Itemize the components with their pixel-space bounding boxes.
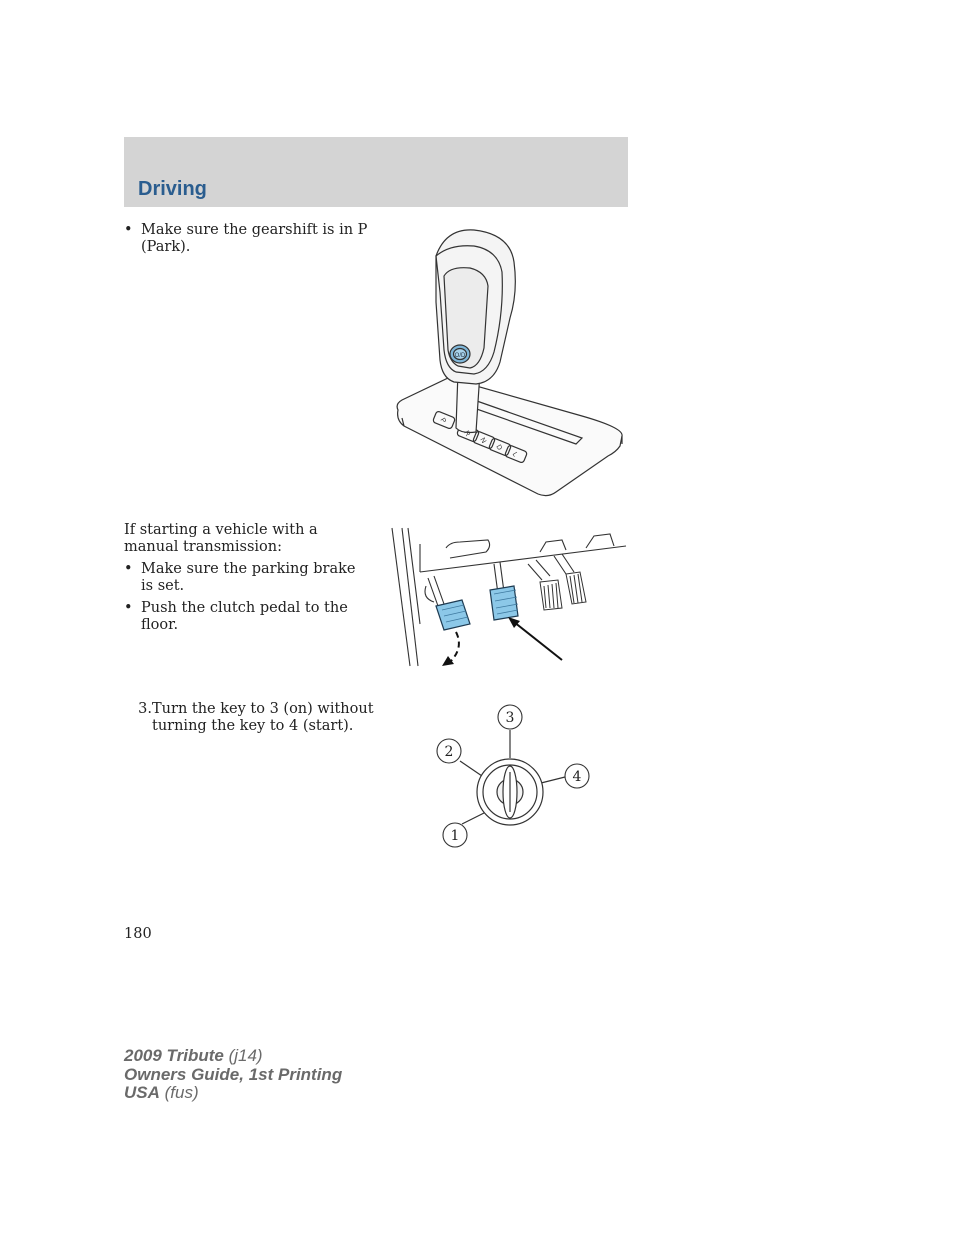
footer-model: 2009 Tribute: [124, 1046, 224, 1065]
print-footer: [124, 1047, 342, 1103]
svg-text:R: R: [462, 429, 471, 438]
manual-section-text: [124, 522, 369, 633]
manual-bullet-list: [124, 561, 369, 633]
key-step: [124, 701, 374, 734]
section-header-band: [124, 137, 628, 207]
footer-market-code: (fus): [164, 1083, 199, 1102]
park-bullet-list: [124, 222, 369, 255]
bullet-icon: •: [124, 222, 133, 238]
footer-model-code: (j14): [228, 1046, 263, 1065]
list-item: • Make sure the gearshift is in P (Park).: [124, 222, 368, 255]
step-text: Turn the key to 3 (on) without turning the key to 4 (start).: [152, 701, 374, 734]
callout-1: 1: [450, 828, 460, 844]
callout-2: 2: [444, 744, 454, 760]
list-item: • Make sure the parking brake is set.: [124, 561, 356, 594]
svg-text:D: D: [494, 443, 503, 452]
list-item: • Push the clutch pedal to the floor.: [124, 600, 348, 633]
svg-text:L: L: [510, 451, 519, 459]
svg-text:P: P: [438, 416, 447, 425]
ignition-illustration: [420, 700, 610, 860]
clutch-push-arrow-icon: [450, 632, 459, 662]
svg-text:N: N: [478, 436, 487, 445]
brake-pedal-icon: [490, 586, 518, 620]
clutch-pedal-icon: [436, 600, 470, 630]
footer-market: USA: [124, 1083, 160, 1102]
accelerator-pedals: [540, 572, 586, 610]
bullet-icon: •: [124, 561, 133, 577]
callout-3: 3: [505, 710, 515, 726]
pedals-illustration: [390, 524, 630, 672]
step-number: 3.: [138, 701, 152, 717]
section-title: Driving: [138, 178, 207, 200]
bullet-icon: •: [124, 600, 133, 616]
pointer-arrow-icon: [514, 622, 562, 660]
page-number: 180: [124, 926, 152, 942]
manual-intro: If starting a vehicle with a manual transmission:: [124, 522, 318, 555]
od-button-label: O/D: [454, 353, 466, 359]
list-item: [124, 701, 374, 734]
gearshift-illustration: [390, 222, 630, 502]
footer-guide: Owners Guide, 1st Printing: [124, 1064, 343, 1084]
callout-4: 4: [572, 769, 582, 785]
